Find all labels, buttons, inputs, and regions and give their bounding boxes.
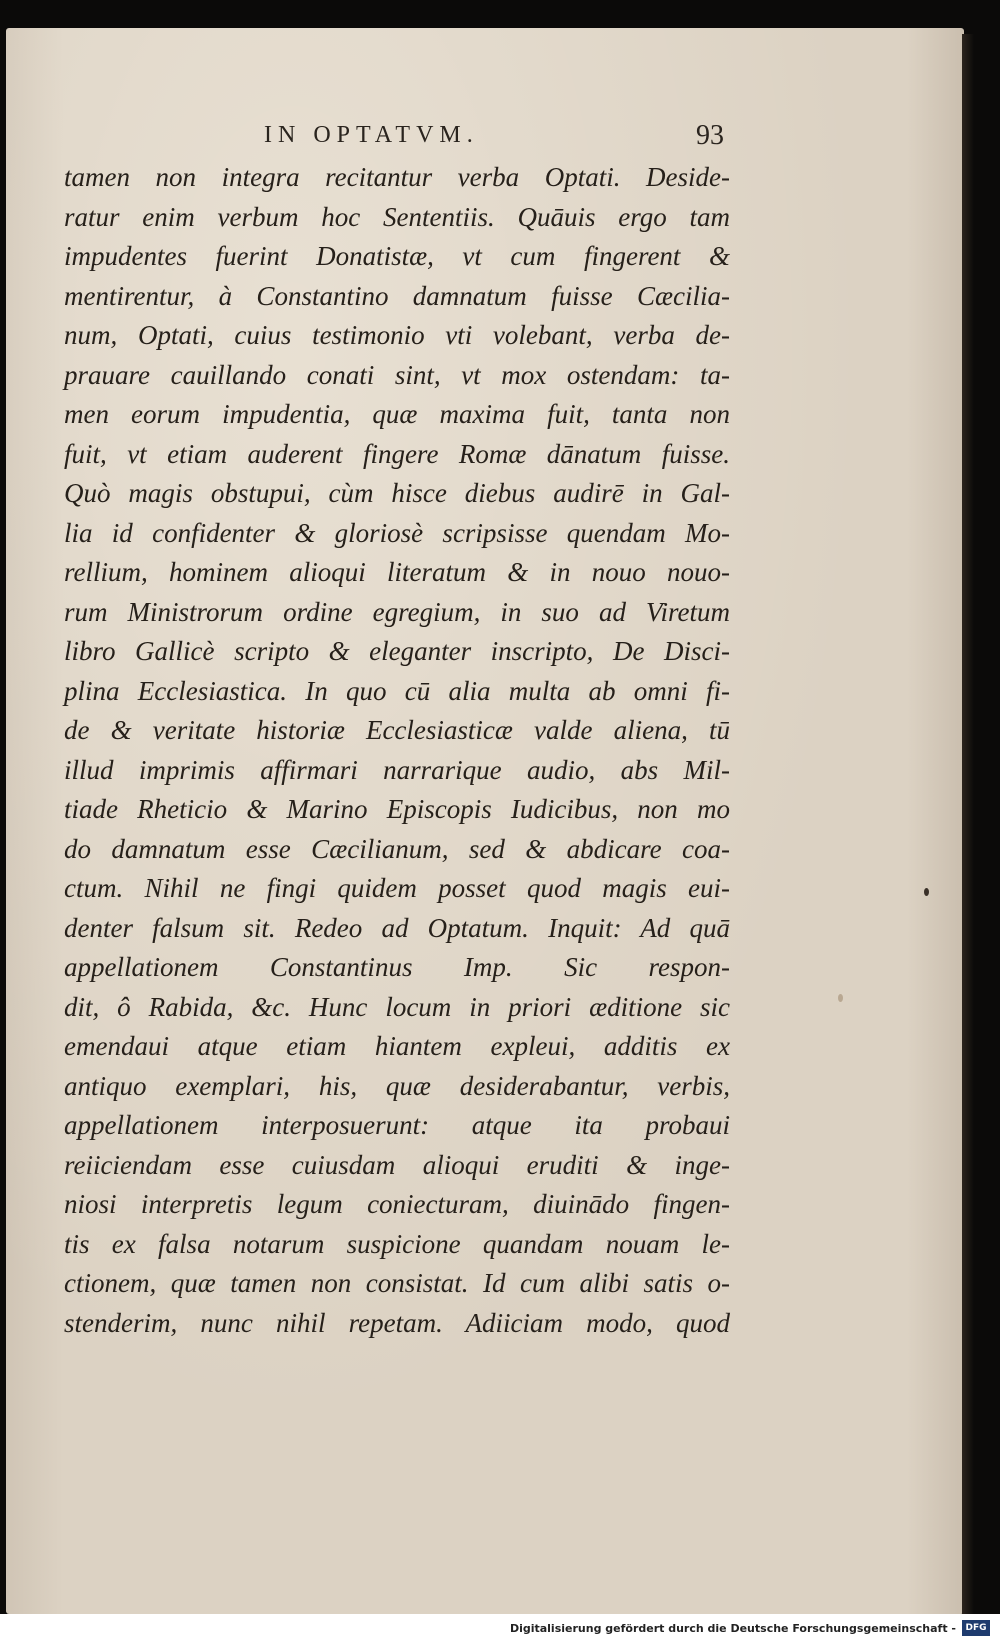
text-line: mentirentur, à Constantino damnatum fuisse Cæcilia- xyxy=(64,280,730,311)
text-line: de & veritate historiæ Ecclesiasticæ valde aliena, tū xyxy=(64,715,730,745)
ink-spot xyxy=(924,888,929,896)
text-line: rum Ministrorum ordine egregium, in suo ad Viretum xyxy=(64,596,730,627)
text-line: do damnatum esse Cæcilianum, sed & abdicare coa- xyxy=(64,833,730,864)
text-line: ctionem, quæ tamen non consistat. Id cum alibi satis o- xyxy=(64,1268,730,1298)
text-line: appellationem interposuerunt: atque ita probaui xyxy=(64,1110,730,1140)
text-line: stenderim, nunc nihil repetam. Adiiciam modo, quod xyxy=(64,1307,730,1338)
text-line: rellium, hominem alioqui literatum & in nouo nouo- xyxy=(64,557,730,587)
text-line: appellationem Constantinus Imp. Sic respon- xyxy=(64,952,730,982)
text-line: Quò magis obstupui, cùm hisce diebus audirē in Gal- xyxy=(64,478,730,508)
text-line: illud imprimis affirmari narrarique audio, abs Mil- xyxy=(64,754,730,785)
text-line: reiiciendam esse cuiusdam alioqui eruditi & inge- xyxy=(64,1149,730,1180)
text-line: dit, ô Rabida, &c. Hunc locum in priori æditione sic xyxy=(64,991,730,1022)
text-line: lia id confidenter & gloriosè scripsisse quendam Mo- xyxy=(64,517,730,548)
text-line: plina Ecclesiastica. In quo cū alia multa ab omni fi- xyxy=(64,675,730,706)
book-page xyxy=(6,28,964,1614)
funding-credit: Digitalisierung gefördert durch die Deutsche Forschungsgemeinschaft - xyxy=(509,1622,956,1635)
text-line: antiquo exemplari, his, quæ desiderabantur, verbis, xyxy=(64,1070,730,1101)
text-line: prauare cauillando conati sint, vt mox ostendam: ta- xyxy=(64,359,730,390)
text-line: num, Optati, cuius testimonio vti volebant, verba de- xyxy=(64,320,730,350)
text-line: niosi interpretis legum coniecturam, diuinādo fingen- xyxy=(64,1189,730,1219)
text-line: tiade Rheticio & Marino Episcopis Iudicibus, non mo xyxy=(64,794,730,824)
text-line: men eorum impudentia, quæ maxima fuit, tanta non xyxy=(64,399,730,429)
footer-bar xyxy=(0,1614,1000,1644)
text-line: impudentes fuerint Donatistæ, vt cum fingerent & xyxy=(64,241,730,271)
text-line: fuit, vt etiam auderent fingere Romæ dānatum fuisse. xyxy=(64,438,730,469)
paper-spot xyxy=(838,994,843,1002)
running-header: IN OPTATVM. xyxy=(264,122,479,148)
text-line: tis ex falsa notarum suspicione quandam nouam le- xyxy=(64,1228,730,1259)
text-line: libro Gallicè scripto & eleganter inscripto, De Disci- xyxy=(64,636,730,666)
text-line: tamen non integra recitantur verba Optati. Deside- xyxy=(64,162,730,192)
page-number: 93 xyxy=(696,120,724,151)
text-line: ratur enim verbum hoc Sententiis. Quāuis ergo tam xyxy=(64,201,730,232)
text-line: ctum. Nihil ne fingi quidem posset quod magis eui- xyxy=(64,873,730,903)
text-line: denter falsum sit. Redeo ad Optatum. Inquit: Ad quā xyxy=(64,912,730,943)
page-edge-shadow xyxy=(962,34,974,1614)
dfg-logo: DFG xyxy=(962,1620,990,1636)
text-line: emendaui atque etiam hiantem expleui, additis ex xyxy=(64,1031,730,1061)
body-text xyxy=(64,158,730,1343)
